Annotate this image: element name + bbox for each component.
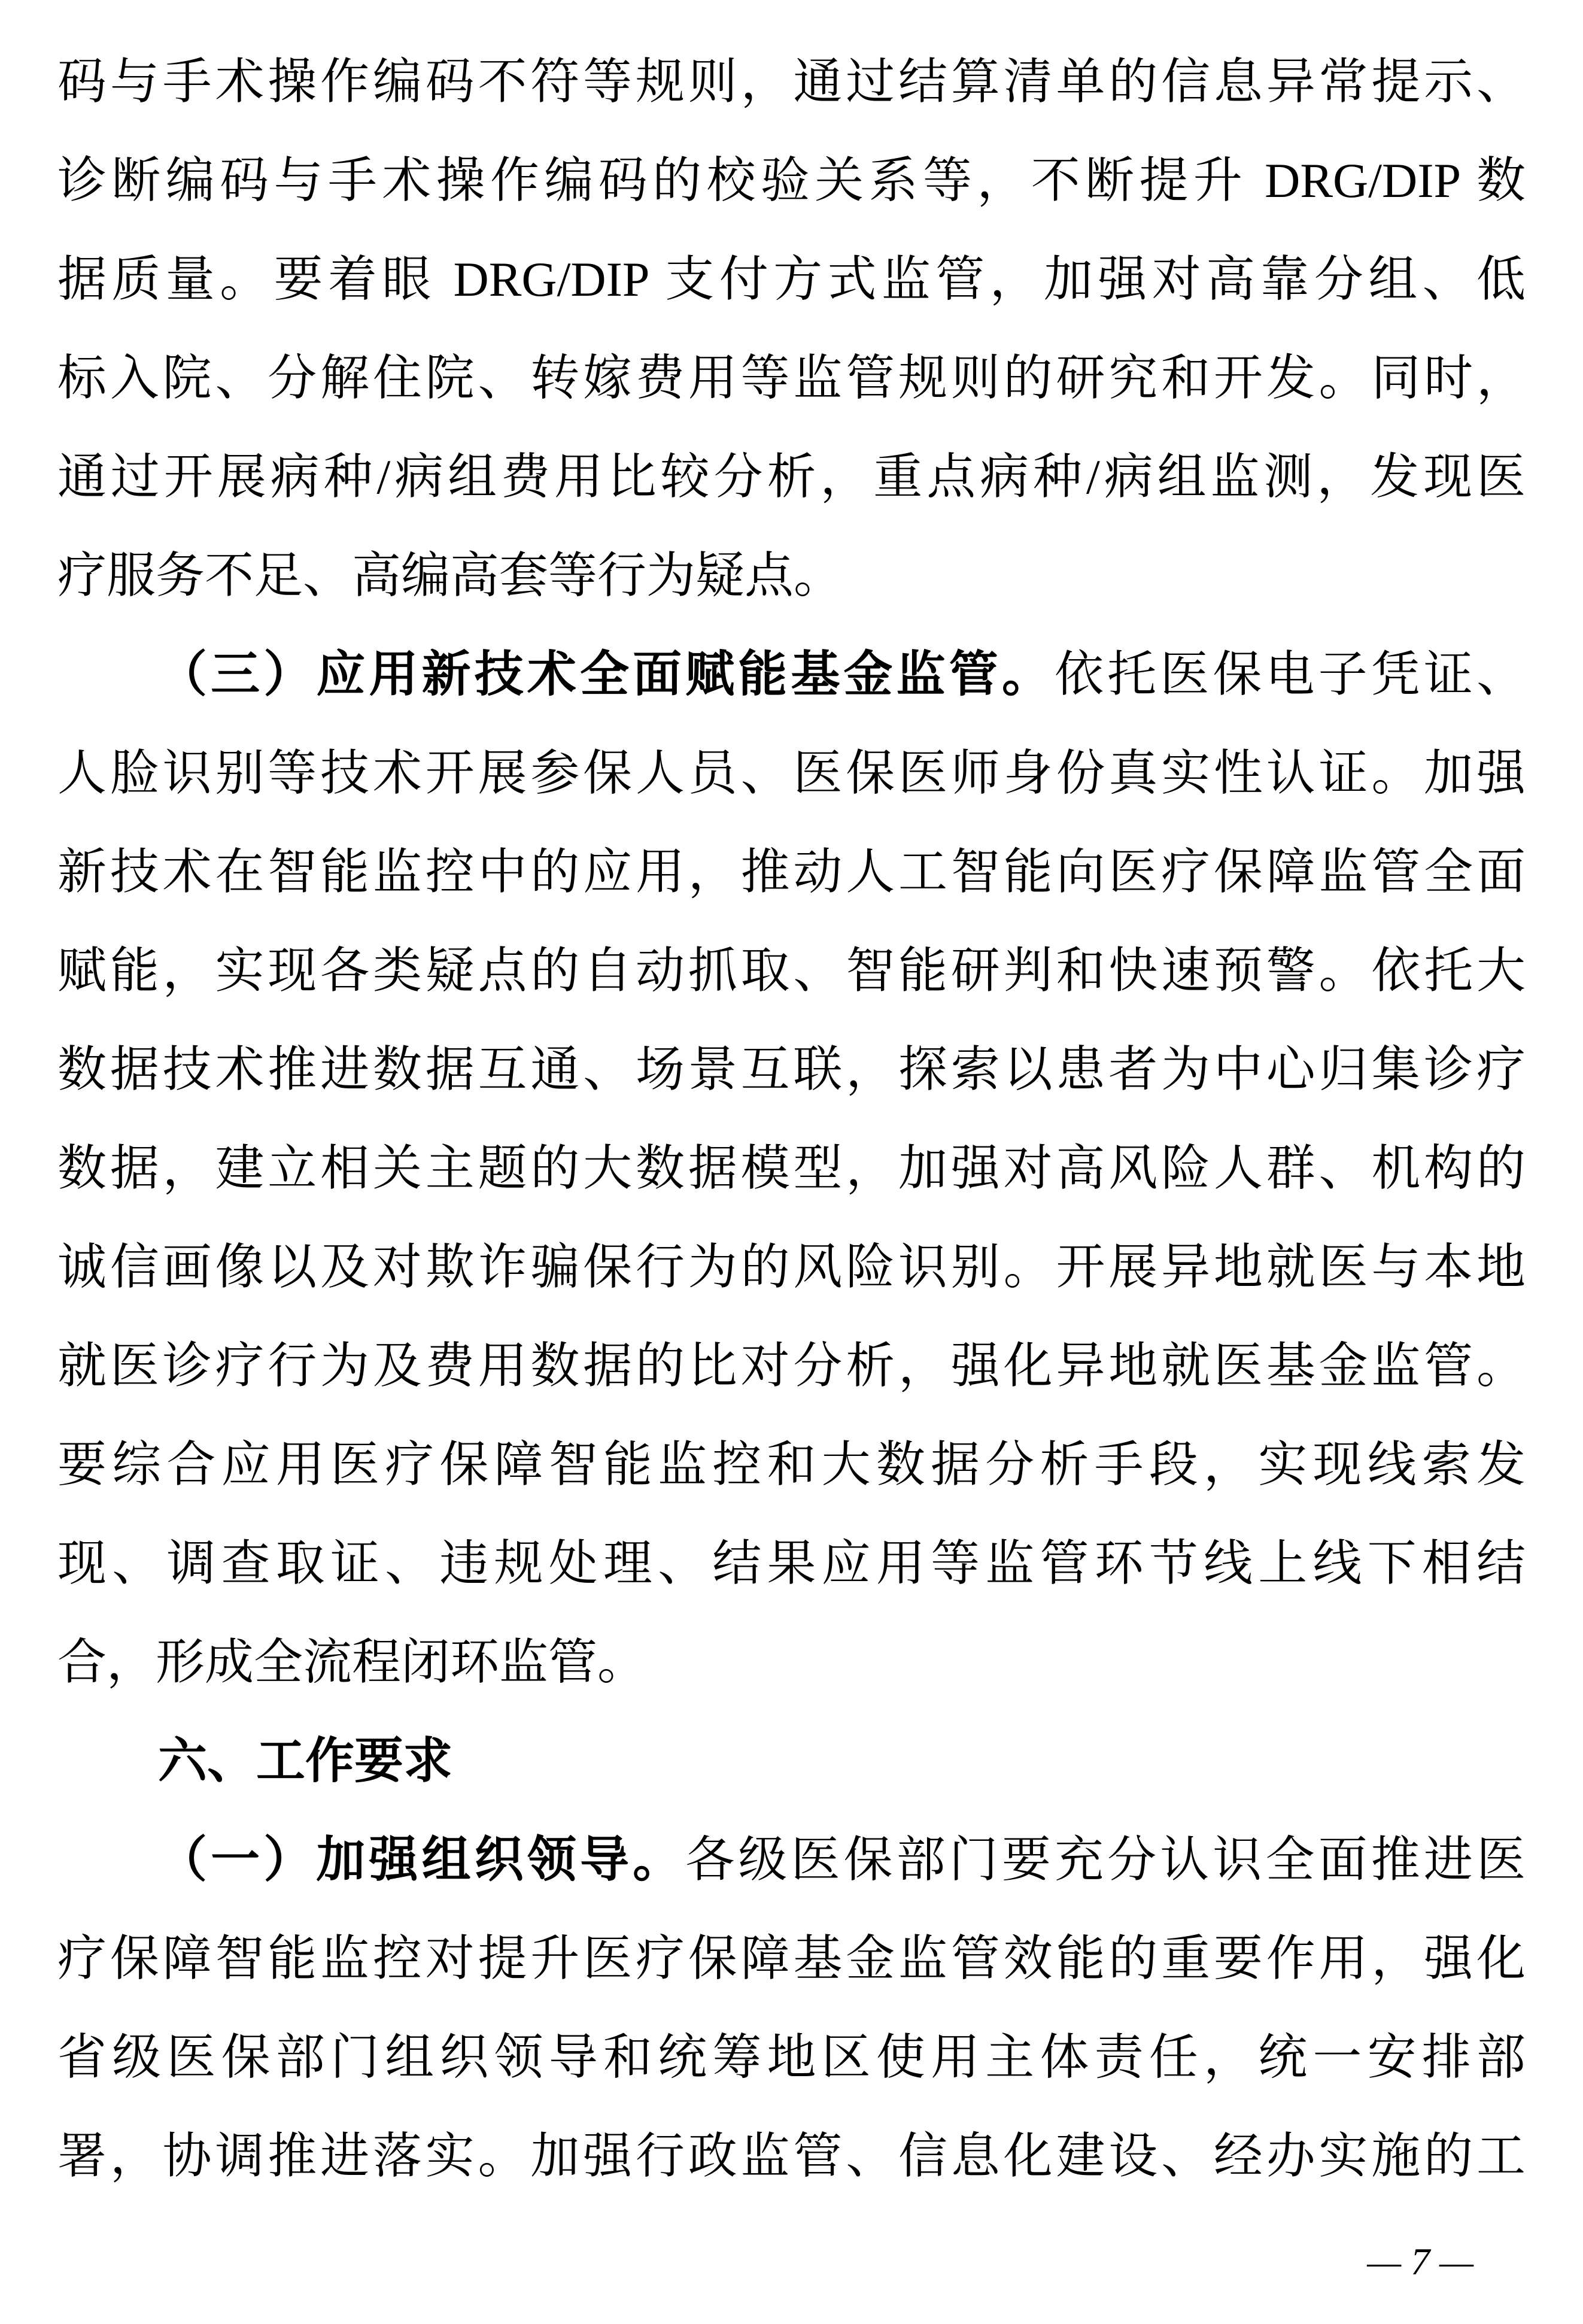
body-text: 要综合应用医疗保障智能监控和大数据分析手段，实现线索发: [57, 1437, 1526, 1492]
body-text: 人脸识别等技术开展参保人员、医保医师身份真实性认证。加强: [57, 746, 1526, 800]
body-text: 合，形成全流程闭环监管。: [57, 1635, 647, 1689]
body-text: 数据技术推进数据互通、场景互联，探索以患者为中心归集诊疗: [57, 1042, 1526, 1097]
text-line: [57, 230, 1526, 329]
body-text: 赋能，实现各类疑点的自动抓取、智能研判和快速预警。依托大: [57, 943, 1526, 998]
text-line: [57, 625, 1526, 724]
text-line: [57, 823, 1526, 921]
body-text: 诚信画像以及对欺诈骗保行为的风险识别。开展异地就医与本地: [57, 1240, 1526, 1294]
body-text: 码与手术操作编码不符等规则，通过结算清单的信息异常提示、: [57, 54, 1526, 109]
text-line: [57, 1514, 1526, 1613]
heading-text: （一）加强组织领导。: [158, 1832, 686, 1887]
body-text: 各级医保部门要充分认识全面推进医: [685, 1832, 1526, 1887]
body-text: 标入院、分解住院、转嫁费用等监管规则的研究和开发。同时，: [57, 351, 1526, 405]
text-line: [57, 526, 1526, 625]
body-text: 通过开展病种/病组费用比较分析，重点病种/病组监测，发现医: [57, 450, 1526, 504]
text-line: [57, 1415, 1526, 1514]
text-line: [57, 131, 1526, 230]
text-line: [57, 1712, 1526, 1810]
body-text: 依托医保电子凭证、: [1055, 647, 1526, 702]
text-line: [57, 2107, 1526, 2205]
page-number: — 7 —: [1367, 2240, 1473, 2283]
heading-text: （三）应用新技术全面赋能基金监管。: [158, 647, 1055, 702]
body-text: 疗保障智能监控对提升医疗保障基金监管效能的重要作用，强化: [57, 1931, 1526, 1986]
body-text: 数据，建立相关主题的大数据模型，加强对高风险人群、机构的: [57, 1141, 1526, 1196]
body-text: 据质量。要着眼 DRG/DIP 支付方式监管，加强对高靠分组、低: [57, 252, 1526, 307]
text-line: [57, 724, 1526, 823]
text-line: [57, 1119, 1526, 1218]
text-line: [57, 1810, 1526, 1909]
text-line: [57, 1316, 1526, 1415]
text-line: [57, 921, 1526, 1020]
text-line: [57, 329, 1526, 427]
text-line: [57, 2008, 1526, 2107]
body-text: 新技术在智能监控中的应用，推动人工智能向医疗保障监管全面: [57, 845, 1526, 899]
text-line: [57, 1613, 1526, 1712]
body-text: 署，协调推进落实。加强行政监管、信息化建设、经办实施的工: [57, 2129, 1526, 2183]
body-text: 疗服务不足、高编高套等行为疑点。: [57, 548, 843, 603]
text-line: [57, 1218, 1526, 1316]
text-line: [57, 32, 1526, 131]
body-text: 诊断编码与手术操作编码的校验关系等，不断提升 DRG/DIP 数: [57, 153, 1526, 208]
body-text: 就医诊疗行为及费用数据的比对分析，强化异地就医基金监管。: [57, 1339, 1526, 1393]
heading-text: 六、工作要求: [158, 1734, 453, 1788]
body-text: 现、调查取证、违规处理、结果应用等监管环节线上线下相结: [57, 1536, 1526, 1591]
text-line: [57, 1020, 1526, 1119]
text-line: [57, 427, 1526, 526]
text-line: [57, 1909, 1526, 2008]
document-text: [57, 32, 1526, 2205]
body-text: 省级医保部门组织领导和统筹地区使用主体责任，统一安排部: [57, 2030, 1526, 2085]
